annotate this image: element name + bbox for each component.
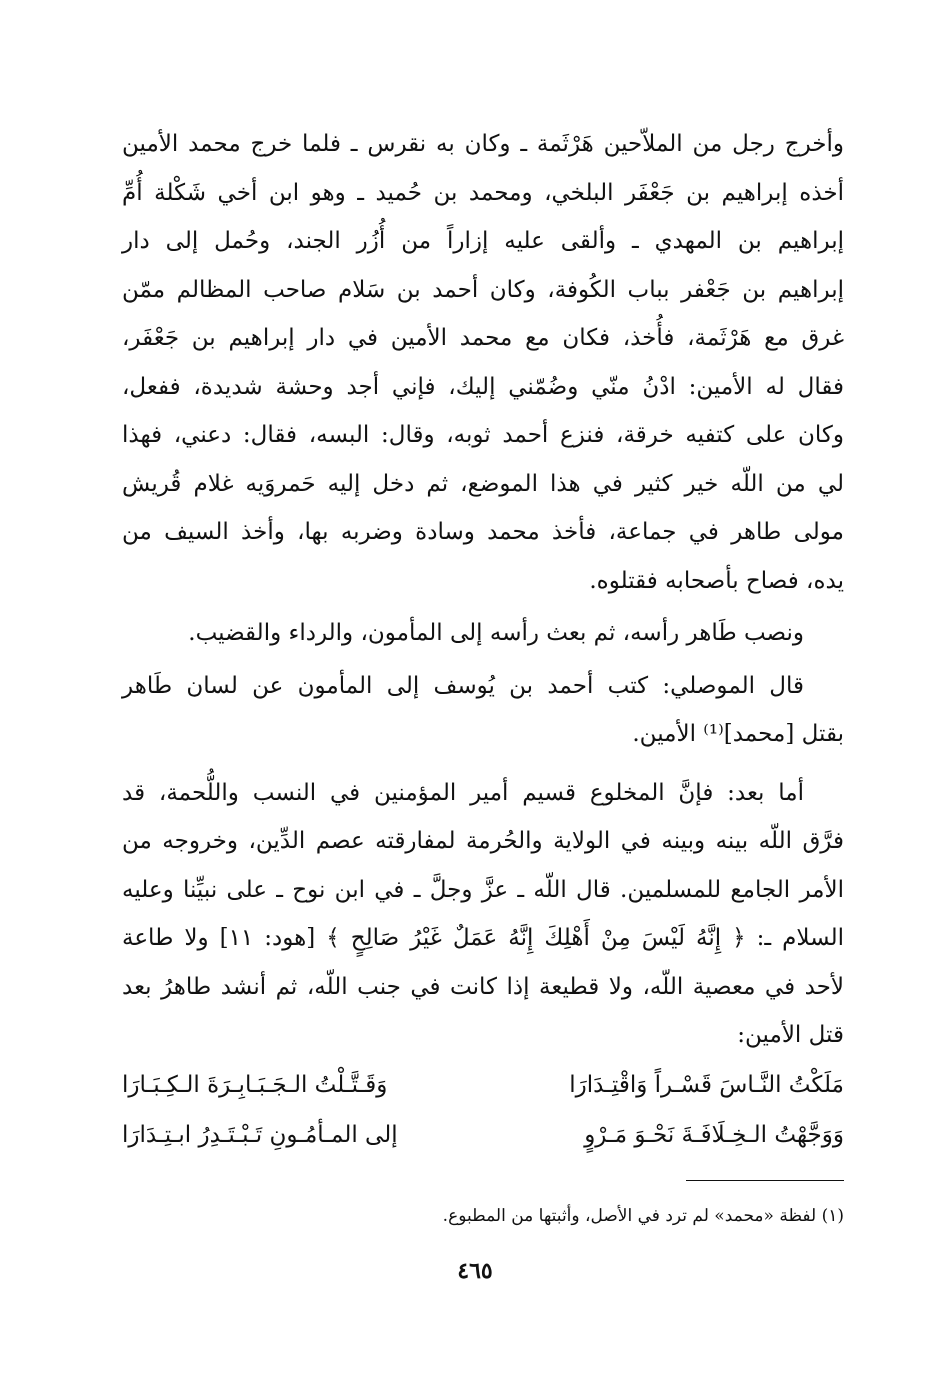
poem-first-hemistich: وَوَجَّهْتُ الـخِـلَافَـةَ نَحْـوَ مَـرْوٍ [584,1121,844,1148]
text-line: قتل الأمين: [737,1022,844,1048]
text-line: غرق مع هَرْثَمة، فأُخذ، فكان مع محمد الأمين في دار إبراهيم بن جَعْفَر، [122,325,844,351]
poem-first-hemistich: مَلَكْتُ النَّـاسَ قَسْـراً وَاقْتِـدَارَا [569,1071,844,1098]
poem [122,1060,844,1160]
main-text [122,120,844,1160]
text-line: بقتل [محمد]⁽¹⁾ الأمين. [632,721,844,747]
text-line: وأخرج رجل من الملاّحين هَرْثَمة ـ وكان به نقرس ـ فلما خرج محمد الأمين [122,131,844,157]
text-line: قال الموصلي: كتب أحمد بن يُوسف إلى المأمون عن لسان طَاهر [122,672,804,699]
paragraph-2 [122,609,844,658]
poem-verse [122,1110,844,1160]
poem-verse [122,1060,844,1110]
footnote-divider [686,1180,844,1181]
paragraph-3 [122,662,844,759]
text-line: مولى طاهر في جماعة، فأخذ محمد وسادة وضربه بها، وأخذ السيف من [122,519,844,545]
text-line: إبراهيم بن المهدي ـ وألقى عليه إزاراً من أُزُر الجند، وحُمل إلى دار [122,228,844,254]
text-line: الأمر الجامع للمسلمين. قال اللّه ـ عزَّ وجلَّ ـ في ابن نوح ـ على نبيِّنا وعليه [122,876,844,903]
poem-second-hemistich: إلى المـأمُـونِ تَـبْـتَـدِرُ ابـتِـدَارَا [122,1121,398,1148]
text-line: فقال له الأمين: ادْنُ منّي وضُمّني إليك، فإني أجد وحشة شديدة، ففعل، [122,373,844,400]
paragraph-1 [122,120,844,605]
text-line: فرَّق اللّه بينه وبينه في الولاية والحُرمة لمفارقته عصم الدِّين، وخروجه من [122,828,844,854]
poem-second-hemistich: وَقَـتَّـلْتُ الـجَـبَـابِـرَةَ الـكِـبَـارَا [122,1071,388,1098]
text-line: ونصب طَاهر رأسه، ثم بعث رأسه إلى المأمون، والرداء والقضيب. [188,620,804,646]
text-line: أما بعد: فإنَّ المخلوع قسيم أمير المؤمنين في النسب واللُّحمة، قد [122,779,804,806]
text-line: لأحد في معصية اللّه، ولا قطيعة إذا كانت في جنب اللّه، ثم أنشد طاهرُ بعد [122,973,844,1000]
text-line: أخذه إبراهيم بن جَعْفَر البلخي، ومحمد بن حُميد ـ وهو ابن أخي شَكْلة أُمِّ [122,179,844,206]
page-number: ٤٦٥ [457,1258,493,1284]
paragraph-4 [122,769,844,1060]
text-line: إبراهيم بن جَعْفر بباب الكُوفة، وكان أحمد بن سَلام صاحب المظالم ممّن [122,276,844,303]
footnote: (١) لفظة «محمد» لم ترد في الأصل، وأثبتها من المطبوع. [442,1206,844,1226]
text-line: السلام ـ: ﴿ إِنَّهُ لَيْسَ مِنْ أَهْلِكَ إِنَّهُ عَمَلٌ غَيْرُ صَالِحٍ ﴾ [هود: ١١] ولا طاعة [122,925,844,951]
text-line: لي من اللّه خير كثير في هذا الموضع، ثم دخل إليه حَمروَيه غلام قُريش [122,470,844,497]
text-line: وكان على كتفيه خرقة، فنزع أحمد ثوبه، وقال: البسه، فقال: دعني، فهذا [122,422,844,448]
text-line: يده، فصاح بأصحابه فقتلوه. [589,567,844,594]
